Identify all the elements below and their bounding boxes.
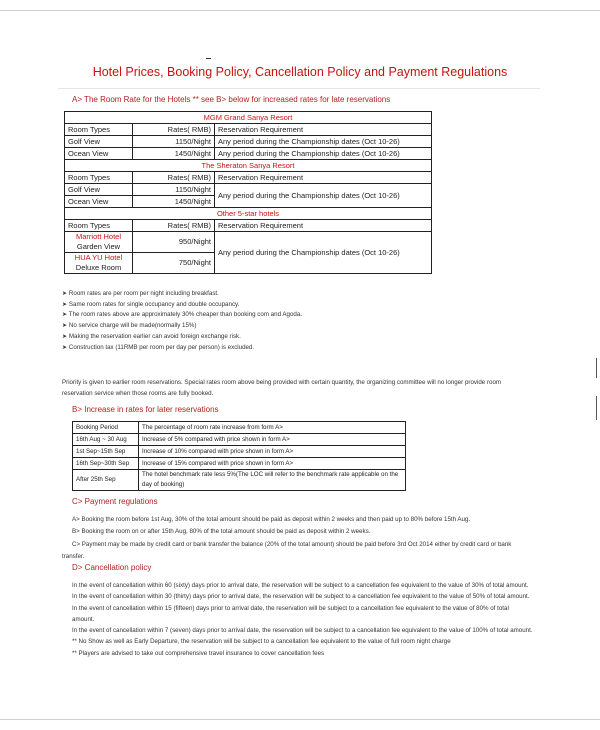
paragraph-line: In the event of cancellation within 7 (seven) days prior to arrival date, the reservation will be subject to a cancellation fee equivalent to the value of 100% of total amount. [72,627,533,635]
notes-list [62,289,302,353]
document-title: Hotel Prices, Booking Policy, Cancellation Policy and Payment Regulations [92,65,508,79]
note-item: ➤ Room rates are per room per night including breakfast. [62,290,219,297]
paragraph-line: Priority is given to earlier room reservations. Special rates room above being provided with certain quantity, the organizing committee will no longer provide room [62,379,502,386]
room-type: Deluxe Room [75,263,122,272]
hotel-cell [65,232,133,253]
rate-increase-line: The hotel benchmark rate less 5%(The LOC will refer to the benchmark rate applicable on the [142,471,399,478]
column-header: Rates( RMB) [133,220,215,232]
hotel-name: HUA YU Hotel [74,253,123,262]
column-header: The percentage of room rate increase from form A> [139,422,406,434]
note-item: ➤ Making the reservation earlier can avoid foreign exchange risk. [62,332,241,340]
room-type: Ocean View [65,196,133,208]
note-item: ➤ No service charge will be made(normally 15%) [62,322,197,330]
paragraph-line: A> Booking the room before 1st Aug, 30% of the total amount should be paid as deposit within 2 weeks and then paid up to 80% before 15th Aug. [72,516,471,523]
booking-period: 16th Aug ~ 30 Aug [73,434,139,446]
room-rate: 1150/Night [133,136,215,148]
reservation-requirement: Any period during the Championship dates (Oct 10-26) [215,136,432,148]
priority-paragraph [62,378,582,399]
section-d-heading: D> Cancellation policy [72,563,152,572]
room-rate: 1150/Night [133,184,215,196]
hotel-cell [65,253,133,274]
section-c-heading: C> Payment regulations [72,497,158,506]
column-header: Reservation Requirement [215,172,432,184]
reservation-requirement: Any period during the Championship dates (Oct 10-26) [215,232,432,274]
hotel-name: Marriott Hotel [75,232,121,241]
rate-increase: Increase of 10% compared with price shown in form A> [139,446,406,458]
rate-increase-table [72,421,406,491]
column-header: Room Types [65,124,133,136]
note-item: ➤ The room rates above are approximately 30% cheaper than booking com and Agoda. [62,311,302,319]
section-b-heading: B> Increase in rates for later reservations [72,405,219,414]
paragraph-line: reservation service when those rooms are fully booked. [62,389,214,397]
room-type: Ocean View [65,148,133,160]
resort-name: MGM Grand Sanya Resort [65,112,432,124]
column-header: Reservation Requirement [215,124,432,136]
payment-paragraph [62,514,582,562]
scroll-mark [596,358,597,378]
paragraph-line: B> Booking the room on or after 15th Aug, 80% of the total amount should be paid as deposit within 2 weeks. [72,527,371,535]
room-rate: 750/Night [133,253,215,274]
room-type: Golf View [65,184,133,196]
reservation-requirement: Any period during the Championship dates (Oct 10-26) [215,184,432,208]
column-header: Room Types [65,172,133,184]
room-type: Garden View [76,242,121,251]
booking-period: 16th Sep~30th Sep [73,458,139,470]
room-rate: 950/Night [133,232,215,253]
note-item: ➤ Construction tax (11RMB per room per day per person) is excluded. [62,343,255,351]
rate-increase: Increase of 15% compared with price shown in form A> [139,458,406,470]
booking-period: After 25th Sep [73,470,139,491]
room-rate: 1450/Night [133,196,215,208]
paragraph-line: ** No Show as well as Early Departure, the reservation will be subject to a cancellation fee equivalent to the value of full room night charge [72,638,451,646]
column-header: Rates( RMB) [133,124,215,136]
paragraph-line: amount. [72,615,95,623]
paragraph-line: In the event of cancellation within 15 (fifteen) days prior to arrival date, the reservation will be subject to a cancellation fee equivalent to the value of 80% of total [72,604,509,612]
column-header: Reservation Requirement [215,220,432,232]
top-rule [0,10,600,11]
reservation-requirement: Any period during the Championship dates (Oct 10-26) [215,148,432,160]
cancellation-paragraph [72,580,582,659]
title-divider [58,88,540,89]
room-rate: 1450/Night [133,148,215,160]
paragraph-line: C> Payment may be made by credit card or bank transfer the balance (20% of the total amount) should be paid before 3rd Oct 2014 either by credit card or bank [72,541,512,548]
rate-increase-line: day of booking) [142,481,185,488]
paragraph-line: transfer. [62,552,85,560]
rate-increase [139,470,406,491]
note-item: ➤ Same room rates for single occupancy and double occupancy. [62,300,240,308]
rate-increase: Increase of 5% compared with price shown in form A> [139,434,406,446]
section-a-heading: A> The Room Rate for the Hotels ** see B> below for increased rates for late reservations [72,95,391,104]
paragraph-line: In the event of cancellation within 60 (sixty) days prior to arrival date, the reservation will be subject to a cancellation fee equivalent to the value of 30% of total amount. [72,582,529,589]
header-dash [206,58,211,59]
scroll-mark [596,396,597,420]
column-header: Rates( RMB) [133,172,215,184]
resort-name: The Sheraton Sanya Resort [65,160,432,172]
paragraph-line: In the event of cancellation within 30 (thirty) days prior to arrival date, the reservation will be subject to a cancellation fee equivalent to the value of 50% of total amount. [72,593,530,601]
column-header: Booking Period [73,422,139,434]
resort-name: Other 5-star hotels [65,208,432,220]
booking-period: 1st Sep~15th Sep [73,446,139,458]
paragraph-line: ** Players are advised to take out comprehensive travel insurance to cover cancellation fees [72,649,325,657]
bottom-rule [0,719,600,720]
room-rate-table [64,111,432,274]
column-header: Room Types [65,220,133,232]
room-type: Golf View [65,136,133,148]
